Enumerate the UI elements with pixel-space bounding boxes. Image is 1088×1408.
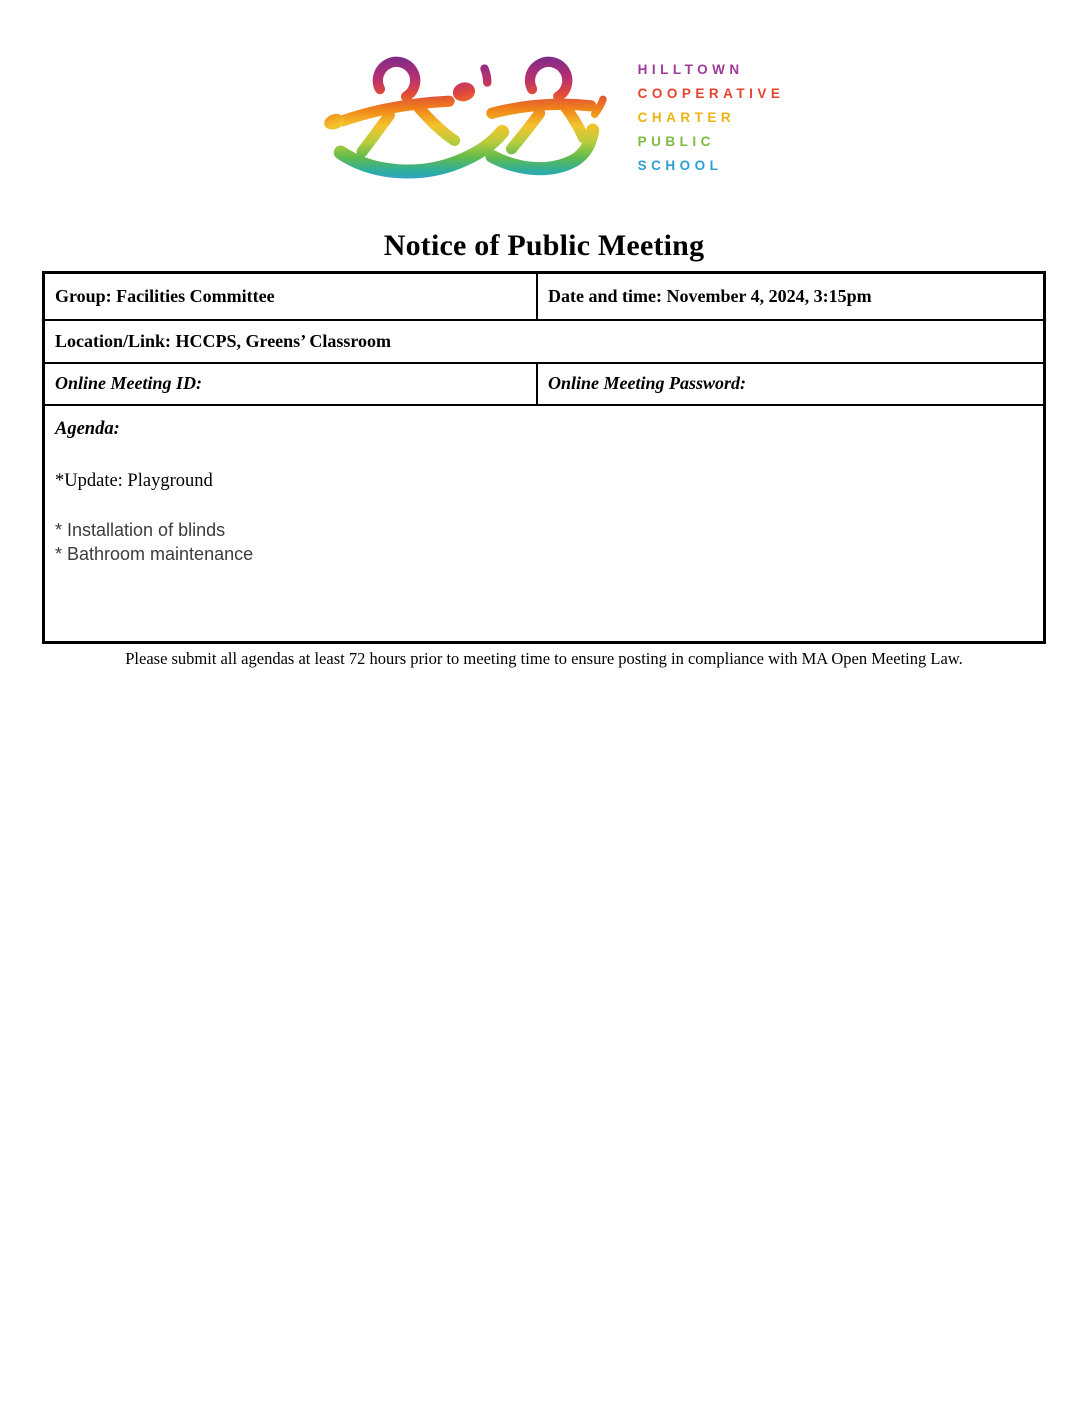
school-name-wordmark [638, 48, 785, 178]
group-cell: Group: Facilities Committee [44, 273, 537, 320]
agenda-item-bathroom-maintenance: * Bathroom maintenance [55, 544, 254, 564]
table-row-group-date [44, 273, 1045, 320]
agenda-items-sans-group [55, 518, 1035, 567]
page-title: Notice of Public Meeting [383, 229, 705, 262]
school-name-line-cooperative: COOPERATIVE [637, 86, 785, 101]
agenda-item-update-playground: *Update: Playground [55, 470, 213, 491]
school-name-line-hilltown: HILLTOWN [637, 62, 744, 77]
table-row-online-meeting [44, 363, 1045, 405]
school-name-line-public: PUBLIC [637, 134, 715, 149]
open-meeting-law-note: Please submit all agendas at least 72 hours prior to meeting time to ensure posting in compliance with MA Open Meeting Law. [125, 649, 963, 668]
dancing-figures-logo-icon [304, 48, 622, 188]
school-name-line-charter: CHARTER [637, 110, 736, 125]
meeting-details-table [42, 271, 1046, 644]
meeting-password-cell: Online Meeting Password: [537, 363, 1045, 405]
table-row-location [44, 320, 1045, 363]
agenda-item-installation-of-blinds: * Installation of blinds [55, 519, 226, 540]
school-name-line-school: SCHOOL [637, 158, 723, 173]
agenda-cell [44, 405, 1045, 643]
school-logo [0, 0, 1088, 185]
location-cell: Location/Link: HCCPS, Greens’ Classroom [44, 320, 1045, 363]
agenda-heading: Agenda: [55, 418, 120, 439]
datetime-cell: Date and time: November 4, 2024, 3:15pm [537, 273, 1045, 320]
table-row-agenda [44, 405, 1045, 643]
meeting-id-cell: Online Meeting ID: [44, 363, 537, 405]
